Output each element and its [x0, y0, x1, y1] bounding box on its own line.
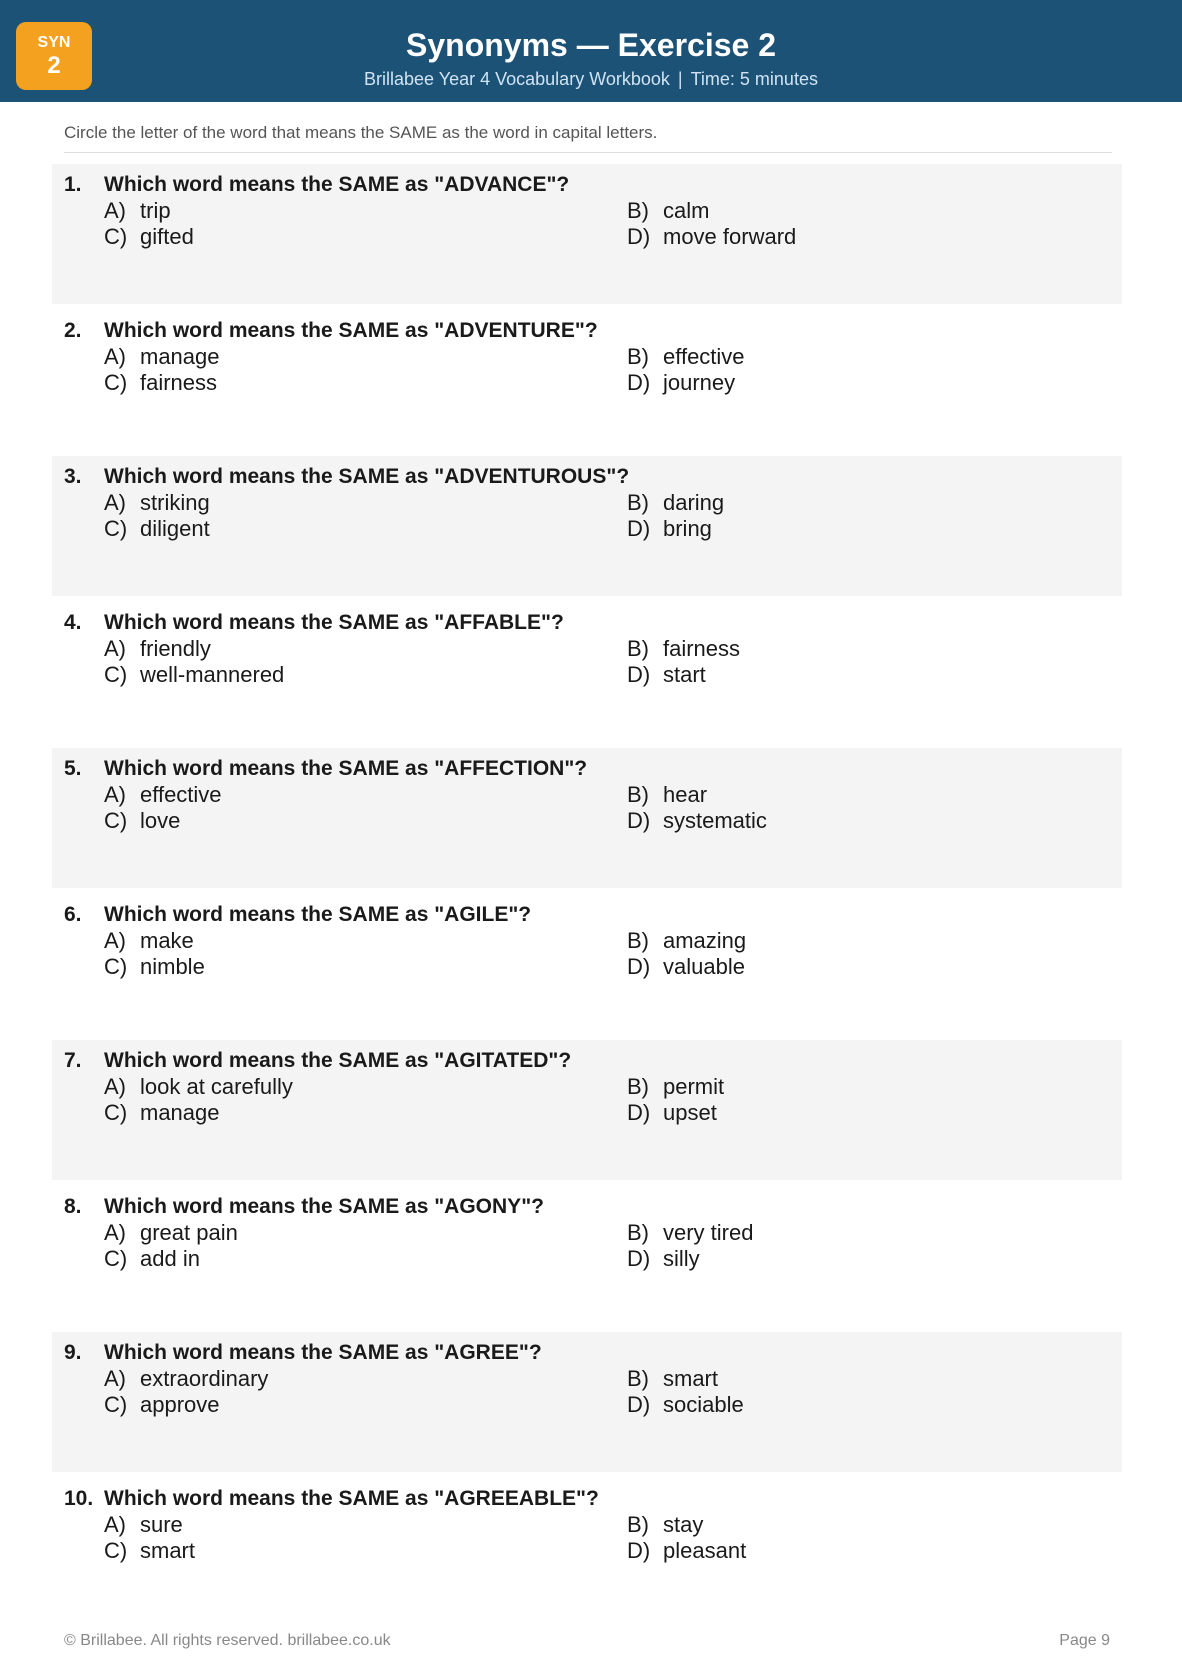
option-word: friendly	[140, 636, 211, 661]
option-d[interactable]	[627, 954, 745, 980]
workbook-name: Brillabee Year 4 Vocabulary Workbook	[364, 69, 670, 89]
time-limit: Time: 5 minutes	[690, 69, 818, 89]
option-letter: A)	[104, 1512, 126, 1537]
option-letter: C)	[104, 808, 128, 833]
option-word: start	[663, 662, 706, 687]
option-b[interactable]	[627, 928, 746, 954]
question-number: 2.	[64, 319, 82, 342]
option-letter: B)	[627, 782, 649, 807]
option-c[interactable]	[104, 662, 284, 688]
option-word: sure	[140, 1512, 183, 1537]
option-b[interactable]	[627, 490, 724, 516]
option-word: manage	[140, 1100, 220, 1125]
option-b[interactable]	[627, 1074, 724, 1100]
option-word: sociable	[663, 1392, 744, 1417]
option-letter: C)	[104, 662, 128, 687]
question-number: 8.	[64, 1195, 82, 1218]
option-d[interactable]	[627, 516, 712, 542]
option-letter: C)	[104, 370, 128, 395]
option-a[interactable]	[104, 344, 220, 370]
question-number: 6.	[64, 903, 82, 926]
instructions: Circle the letter of the word that means the SAME as the word in capital letters.	[64, 122, 1112, 153]
option-d[interactable]	[627, 1246, 700, 1272]
option-word: amazing	[663, 928, 747, 953]
question-text: Which word means the SAME as "ADVANCE"?	[104, 173, 570, 196]
option-letter: C)	[104, 1100, 128, 1125]
question-text: Which word means the SAME as "AGILE"?	[104, 903, 532, 926]
option-word: gifted	[140, 224, 194, 249]
question-number: 4.	[64, 611, 82, 634]
option-letter: A)	[104, 490, 126, 515]
option-word: effective	[140, 782, 222, 807]
option-word: upset	[663, 1100, 717, 1125]
option-c[interactable]	[104, 370, 217, 396]
option-a[interactable]	[104, 782, 222, 808]
option-a[interactable]	[104, 1512, 183, 1538]
option-word: pleasant	[663, 1538, 747, 1563]
option-a[interactable]	[104, 636, 211, 662]
option-letter: B)	[627, 928, 649, 953]
option-letter: D)	[627, 1246, 651, 1271]
option-b[interactable]	[627, 782, 707, 808]
option-word: great pain	[140, 1220, 238, 1245]
option-d[interactable]	[627, 1100, 717, 1126]
option-letter: A)	[104, 782, 126, 807]
option-word: fairness	[140, 370, 218, 395]
option-letter: B)	[627, 1366, 649, 1391]
question-6	[52, 894, 1122, 1034]
option-c[interactable]	[104, 224, 194, 250]
option-letter: B)	[627, 490, 649, 515]
option-word: stay	[663, 1512, 704, 1537]
option-word: nimble	[140, 954, 205, 979]
question-text: Which word means the SAME as "ADVENTUROUS"?	[104, 465, 630, 488]
option-word: extraordinary	[140, 1366, 269, 1391]
option-letter: C)	[104, 1538, 128, 1563]
option-d[interactable]	[627, 224, 796, 250]
question-text: Which word means the SAME as "AGREEABLE"?	[104, 1487, 599, 1510]
subtitle-separator: |	[677, 69, 683, 89]
question-5	[52, 748, 1122, 888]
option-letter: C)	[104, 1392, 128, 1417]
option-a[interactable]	[104, 1074, 293, 1100]
option-letter: D)	[627, 224, 651, 249]
option-letter: D)	[627, 662, 651, 687]
option-word: systematic	[663, 808, 767, 833]
option-letter: D)	[627, 1392, 651, 1417]
option-letter: C)	[104, 516, 128, 541]
option-word: smart	[663, 1366, 718, 1391]
option-c[interactable]	[104, 954, 205, 980]
option-c[interactable]	[104, 1246, 200, 1272]
option-word: journey	[663, 370, 736, 395]
question-text: Which word means the SAME as "AFFABLE"?	[104, 611, 564, 634]
option-letter: D)	[627, 808, 651, 833]
option-a[interactable]	[104, 1366, 268, 1392]
option-word: trip	[140, 198, 171, 223]
badge-number: 2	[47, 52, 61, 79]
option-c[interactable]	[104, 1538, 195, 1564]
option-word: very tired	[663, 1220, 754, 1245]
page-header	[0, 0, 1182, 102]
option-word: move forward	[663, 224, 797, 249]
option-word: look at carefully	[140, 1074, 293, 1099]
option-c[interactable]	[104, 1100, 220, 1126]
option-a[interactable]	[104, 928, 194, 954]
option-letter: A)	[104, 636, 126, 661]
option-word: daring	[663, 490, 725, 515]
option-d[interactable]	[627, 1392, 744, 1418]
option-letter: C)	[104, 224, 128, 249]
question-10	[52, 1478, 1122, 1618]
option-letter: D)	[627, 954, 651, 979]
question-number: 10.	[64, 1487, 94, 1510]
option-b[interactable]	[627, 1366, 718, 1392]
option-word: well-mannered	[140, 662, 285, 687]
option-b[interactable]	[627, 198, 709, 224]
option-c[interactable]	[104, 808, 180, 834]
option-word: diligent	[140, 516, 210, 541]
option-letter: B)	[627, 198, 649, 223]
option-word: silly	[663, 1246, 700, 1271]
page-number: Page 9	[1059, 1632, 1110, 1649]
option-word: effective	[663, 344, 745, 369]
option-letter: C)	[104, 1246, 128, 1271]
option-letter: A)	[104, 928, 126, 953]
option-c[interactable]	[104, 1392, 220, 1418]
option-d[interactable]	[627, 370, 735, 396]
option-letter: B)	[627, 1220, 649, 1245]
option-d[interactable]	[627, 1538, 746, 1564]
question-text: Which word means the SAME as "ADVENTURE"?	[104, 319, 598, 342]
option-word: permit	[663, 1074, 725, 1099]
question-text: Which word means the SAME as "AFFECTION"?	[104, 757, 588, 780]
option-word: fairness	[663, 636, 741, 661]
question-3	[52, 456, 1122, 596]
option-letter: A)	[104, 198, 126, 223]
option-letter: B)	[627, 636, 649, 661]
option-a[interactable]	[104, 490, 210, 516]
option-b[interactable]	[627, 1220, 753, 1246]
option-word: make	[140, 928, 194, 953]
option-b[interactable]	[627, 1512, 703, 1538]
option-word: manage	[140, 344, 220, 369]
option-letter: D)	[627, 1100, 651, 1125]
question-text: Which word means the SAME as "AGITATED"?	[104, 1049, 572, 1072]
option-word: add in	[140, 1246, 200, 1271]
question-number: 1.	[64, 173, 82, 196]
option-word: valuable	[663, 954, 745, 979]
question-4	[52, 602, 1122, 742]
option-letter: B)	[627, 344, 649, 369]
option-word: striking	[140, 490, 210, 515]
question-1	[52, 164, 1122, 304]
option-word: approve	[140, 1392, 220, 1417]
option-word: love	[140, 808, 181, 833]
question-9	[52, 1332, 1122, 1472]
option-d[interactable]	[627, 662, 706, 688]
option-word: hear	[663, 782, 708, 807]
option-a[interactable]	[104, 1220, 238, 1246]
question-7	[52, 1040, 1122, 1180]
option-letter: A)	[104, 344, 126, 369]
option-letter: D)	[627, 516, 651, 541]
option-letter: B)	[627, 1512, 649, 1537]
page-subtitle	[0, 68, 1182, 90]
question-8	[52, 1186, 1122, 1326]
question-number: 3.	[64, 465, 82, 488]
question-text: Which word means the SAME as "AGONY"?	[104, 1195, 544, 1218]
option-letter: C)	[104, 954, 128, 979]
question-number: 5.	[64, 757, 82, 780]
question-2	[52, 310, 1122, 450]
badge-code: SYN	[37, 34, 71, 51]
question-number: 9.	[64, 1341, 82, 1364]
option-letter: D)	[627, 1538, 651, 1563]
question-text: Which word means the SAME as "AGREE"?	[104, 1341, 542, 1364]
page-title: Synonyms — Exercise 2	[406, 27, 776, 63]
question-number: 7.	[64, 1049, 82, 1072]
option-d[interactable]	[627, 808, 767, 834]
option-letter: A)	[104, 1074, 126, 1099]
option-b[interactable]	[627, 636, 740, 662]
option-letter: A)	[104, 1220, 126, 1245]
option-b[interactable]	[627, 344, 745, 370]
option-word: smart	[140, 1538, 195, 1563]
option-letter: D)	[627, 370, 651, 395]
footer-copyright: © Brillabee. All rights reserved. brillabee.co.uk	[64, 1632, 391, 1649]
option-c[interactable]	[104, 516, 210, 542]
option-a[interactable]	[104, 198, 171, 224]
option-word: calm	[663, 198, 710, 223]
option-letter: A)	[104, 1366, 126, 1391]
option-word: bring	[663, 516, 712, 541]
option-letter: B)	[627, 1074, 649, 1099]
